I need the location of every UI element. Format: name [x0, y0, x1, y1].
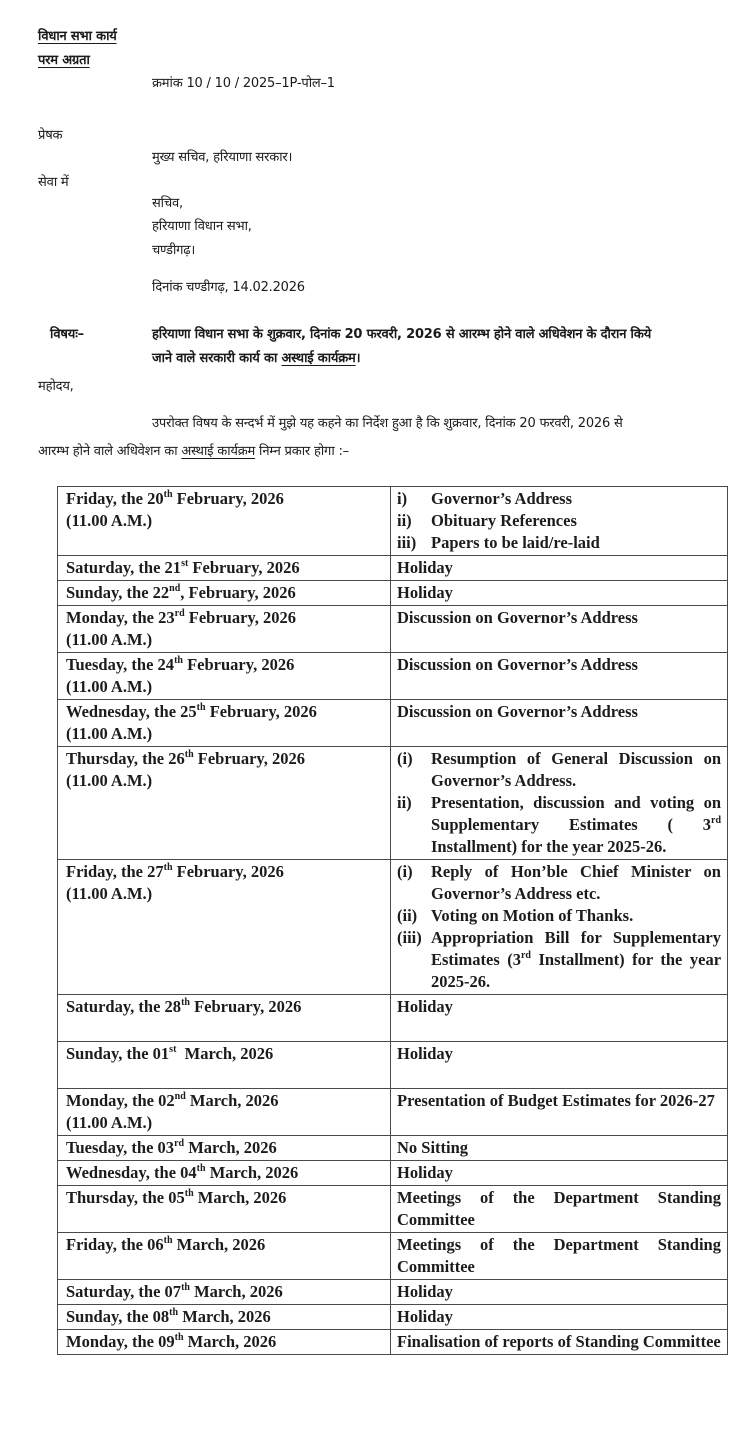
schedule-date-cell [58, 747, 391, 860]
schedule-business-cell [391, 1330, 728, 1355]
body-line: उपरोक्त विषय के सन्दर्भ में मुझे यह कहने का निर्देश हुआ है कि शुक्रवार, दिनांक 20 फरवरी, 2026 से [152, 416, 623, 431]
schedule-date [66, 607, 384, 629]
schedule-date [66, 1043, 384, 1065]
date-month-year: March, 2026 [189, 1282, 283, 1301]
sender-value: मुख्य सचिव, हरियाणा सरकार। [152, 150, 293, 165]
date-day: Friday, the 27 [66, 862, 164, 881]
date-month-year: March, 2026 [205, 1163, 299, 1182]
schedule-date-cell [58, 606, 391, 653]
schedule-date [66, 488, 384, 510]
date-ordinal: th [184, 749, 194, 760]
schedule-row [58, 747, 728, 860]
schedule-business-cell [391, 606, 728, 653]
schedule-business-cell [391, 556, 728, 581]
business-text: Meetings of the Department Standing Committee [397, 1188, 721, 1229]
schedule-business-cell [391, 1136, 728, 1161]
item-text [431, 792, 721, 858]
subject-underlined: अस्थाई कार्यक्रम [281, 351, 356, 366]
item-text-part: Installment) for the year 2025-26. [431, 950, 722, 991]
date-ordinal: rd [174, 1138, 185, 1149]
schedule-business-cell [391, 1233, 728, 1280]
schedule-date [66, 1281, 384, 1303]
department-heading: विधान सभा कार्य [38, 29, 117, 44]
sitting-time: (11.00 A.M.) [66, 677, 153, 696]
business-text: Finalisation of reports of Standing Committee [397, 1332, 721, 1351]
date-ordinal: th [163, 489, 173, 500]
business-item [397, 905, 721, 927]
schedule-row [58, 1186, 728, 1233]
item-text [431, 488, 721, 510]
schedule-date-cell [58, 1280, 391, 1305]
item-text-part: Governor’s Address [431, 489, 573, 508]
business-item [397, 532, 721, 554]
date-day: Friday, the 06 [66, 1235, 164, 1254]
schedule-date-cell [58, 995, 391, 1042]
date-day: Monday, the 09 [66, 1332, 175, 1351]
schedule-date [66, 1162, 384, 1184]
item-text-part: Presentation, discussion and voting on Supplementary Estimates ( 3 [431, 793, 721, 834]
subject-text: । [355, 351, 361, 366]
schedule-row [58, 581, 728, 606]
date-ordinal: st [169, 1044, 177, 1055]
date-day: Sunday, the 08 [66, 1307, 170, 1326]
schedule-date-cell [58, 1136, 391, 1161]
date-ordinal: th [174, 1332, 184, 1343]
item-number: (iii) [397, 928, 422, 947]
schedule-date-cell [58, 1161, 391, 1186]
date-ordinal: th [181, 1282, 190, 1293]
date-ordinal: th [174, 655, 183, 666]
business-text: Holiday [397, 1307, 453, 1326]
date-day: Saturday, the 28 [66, 997, 182, 1016]
schedule-date-cell [58, 860, 391, 995]
schedule-business-cell [391, 487, 728, 556]
date-month-year: March, 2026 [185, 1091, 279, 1110]
schedule-row [58, 487, 728, 556]
date-day: Thursday, the 26 [66, 749, 185, 768]
item-text-part: Reply of Hon’ble Chief Minister on Governor’s Address etc. [431, 862, 721, 903]
body-underlined: अस्थाई कार्यक्रम [181, 444, 256, 459]
item-number: iii) [397, 533, 417, 552]
date-ordinal: th [184, 1188, 194, 1199]
item-number: i) [397, 489, 408, 508]
schedule-date-cell [58, 581, 391, 606]
item-text-part: Papers to be laid/re-laid [431, 533, 600, 552]
item-text [431, 532, 721, 554]
date-month-year: , February, 2026 [180, 583, 296, 602]
schedule-date [66, 1090, 384, 1112]
schedule-date [66, 582, 384, 604]
schedule-row [58, 700, 728, 747]
schedule-date [66, 701, 384, 723]
business-text: Discussion on Governor’s Address [397, 702, 638, 721]
item-text-part: Installment) for the year 2025-26. [431, 837, 667, 856]
date-day: Sunday, the 01 [66, 1044, 170, 1063]
schedule-date-cell [58, 1042, 391, 1089]
sitting-time: (11.00 A.M.) [66, 511, 153, 530]
schedule-date-cell [58, 1186, 391, 1233]
schedule-row [58, 1330, 728, 1355]
schedule-row [58, 995, 728, 1042]
date-ordinal: st [181, 558, 189, 569]
schedule-date [66, 654, 384, 676]
schedule-date [66, 1234, 384, 1256]
schedule-date-cell [58, 1089, 391, 1136]
item-number: (ii) [397, 906, 418, 925]
subject-label: विषयः– [50, 327, 84, 342]
schedule-row [58, 1280, 728, 1305]
schedule-row [58, 1136, 728, 1161]
date-ordinal: nd [169, 583, 181, 594]
schedule-date-cell [58, 700, 391, 747]
schedule-row [58, 556, 728, 581]
schedule-business-cell [391, 1305, 728, 1330]
schedule-business-cell [391, 747, 728, 860]
date-month-year: February, 2026 [172, 489, 284, 508]
business-text: Presentation of Budget Estimates for 2026-27 [397, 1091, 715, 1110]
business-item [397, 510, 721, 532]
date-day: Tuesday, the 24 [66, 655, 175, 674]
schedule-business-cell [391, 1089, 728, 1136]
schedule-row [58, 1305, 728, 1330]
item-text [431, 927, 721, 993]
schedule-business-cell [391, 995, 728, 1042]
body-line [38, 441, 349, 459]
date-month-year: March, 2026 [183, 1332, 277, 1351]
business-text: Holiday [397, 997, 453, 1016]
sitting-time: (11.00 A.M.) [66, 1113, 153, 1132]
schedule-row [58, 860, 728, 995]
schedule-business-cell [391, 1186, 728, 1233]
date-ordinal: th [181, 997, 190, 1008]
item-text [431, 510, 721, 532]
schedule-date-cell [58, 1233, 391, 1280]
date-day: Tuesday, the 03 [66, 1138, 175, 1157]
schedule-date [66, 557, 384, 579]
schedule-date-cell [58, 556, 391, 581]
date-month-year: February, 2026 [188, 558, 300, 577]
schedule-row [58, 1042, 728, 1089]
schedule-business-cell [391, 1280, 728, 1305]
schedule-business-cell [391, 1042, 728, 1089]
subject-line: हरियाणा विधान सभा के शुक्रवार, दिनांक 20 फरवरी, 2026 से आरम्भ होने वाले अधिवेशन के दौरान किये [152, 327, 652, 342]
schedule-business-cell [391, 581, 728, 606]
business-text: Discussion on Governor’s Address [397, 655, 638, 674]
item-text-part: Resumption of General Discussion on Governor’s Address. [431, 749, 721, 790]
business-item [397, 792, 721, 858]
date-day: Monday, the 23 [66, 608, 175, 627]
schedule-row [58, 606, 728, 653]
schedule-date [66, 1306, 384, 1328]
item-text [431, 748, 721, 792]
date-day: Wednesday, the 04 [66, 1163, 197, 1182]
item-number: (i) [397, 862, 413, 881]
date-month-year: March, 2026 [176, 1044, 274, 1063]
date-month-year: March, 2026 [178, 1307, 271, 1326]
item-text-part: Voting on Motion of Thanks. [431, 906, 634, 925]
date-day: Saturday, the 07 [66, 1282, 182, 1301]
schedule-row [58, 653, 728, 700]
business-text: Meetings of the Department Standing Committee [397, 1235, 721, 1276]
recipient-line: चण्डीगढ़। [152, 243, 196, 258]
date-ordinal: th [163, 1235, 173, 1246]
item-number: (i) [397, 749, 413, 768]
date-ordinal: rd [174, 608, 185, 619]
item-text-part: Appropriation Bill for Supplementary Estimates (3 [431, 928, 721, 969]
business-item [397, 861, 721, 905]
schedule-date-cell [58, 487, 391, 556]
date-month-year: February, 2026 [182, 655, 295, 674]
recipient-label: सेवा में [38, 175, 69, 190]
schedule-date [66, 996, 384, 1018]
date-month-year: February, 2026 [189, 997, 302, 1016]
item-number: ii) [397, 511, 412, 530]
schedule-date-cell [58, 653, 391, 700]
sitting-time: (11.00 A.M.) [66, 771, 153, 790]
schedule-date [66, 748, 384, 770]
letter-date: दिनांक चण्डीगढ़, 14.02.2026 [152, 280, 305, 295]
date-month-year: February, 2026 [172, 862, 284, 881]
schedule-business-cell [391, 653, 728, 700]
sitting-time: (11.00 A.M.) [66, 884, 153, 903]
date-ordinal: th [196, 702, 206, 713]
subject-line [152, 348, 360, 366]
business-text: No Sitting [397, 1138, 469, 1157]
business-text: Holiday [397, 1282, 453, 1301]
item-number: ii) [397, 793, 412, 812]
recipient-line: हरियाणा विधान सभा, [152, 219, 252, 234]
date-month-year: February, 2026 [205, 702, 317, 721]
item-text [431, 861, 721, 905]
date-month-year: March, 2026 [184, 1138, 277, 1157]
business-text: Holiday [397, 583, 453, 602]
item-text-part: Obituary References [431, 511, 577, 530]
schedule-date [66, 1331, 384, 1353]
date-day: Thursday, the 05 [66, 1188, 185, 1207]
reference-number: क्रमांक 10 / 10 / 2025–1P-पोल–1 [152, 76, 335, 91]
sitting-time: (11.00 A.M.) [66, 724, 153, 743]
business-item [397, 748, 721, 792]
item-ordinal: rd [520, 950, 531, 961]
priority-heading: परम अग्रता [38, 53, 90, 68]
schedule-business-cell [391, 1161, 728, 1186]
date-day: Wednesday, the 25 [66, 702, 197, 721]
date-month-year: March, 2026 [172, 1235, 266, 1254]
date-month-year: February, 2026 [193, 749, 306, 768]
business-text: Holiday [397, 558, 453, 577]
business-item [397, 488, 721, 510]
date-month-year: February, 2026 [184, 608, 297, 627]
schedule-business-cell [391, 860, 728, 995]
subject-text: जाने वाले सरकारी कार्य का [152, 351, 282, 366]
business-item [397, 927, 721, 993]
schedule-date-cell [58, 1330, 391, 1355]
schedule-row [58, 1161, 728, 1186]
body-text: आरम्भ होने वाले अधिवेशन का [38, 444, 182, 459]
date-ordinal: th [196, 1163, 206, 1174]
session-schedule-table [57, 486, 728, 1355]
business-text: Discussion on Governor’s Address [397, 608, 638, 627]
date-ordinal: th [169, 1307, 179, 1318]
business-text: Holiday [397, 1163, 453, 1182]
item-ordinal: rd [711, 815, 721, 826]
date-day: Friday, the 20 [66, 489, 164, 508]
schedule-date-cell [58, 1305, 391, 1330]
schedule-date [66, 1137, 384, 1159]
schedule-row [58, 1233, 728, 1280]
date-day: Saturday, the 21 [66, 558, 182, 577]
sitting-time: (11.00 A.M.) [66, 630, 153, 649]
schedule-row [58, 1089, 728, 1136]
body-text: निम्न प्रकार होगा :– [255, 444, 349, 459]
schedule-date [66, 861, 384, 883]
date-ordinal: th [163, 862, 173, 873]
date-ordinal: nd [174, 1091, 186, 1102]
schedule-business-cell [391, 700, 728, 747]
business-text: Holiday [397, 1044, 453, 1063]
recipient-line: सचिव, [152, 196, 183, 211]
salutation: महोदय, [38, 379, 74, 394]
schedule-date [66, 1187, 384, 1209]
date-day: Sunday, the 22 [66, 583, 170, 602]
item-text [431, 905, 721, 927]
date-month-year: March, 2026 [193, 1188, 287, 1207]
sender-label: प्रेषक [38, 128, 63, 143]
date-day: Monday, the 02 [66, 1091, 175, 1110]
